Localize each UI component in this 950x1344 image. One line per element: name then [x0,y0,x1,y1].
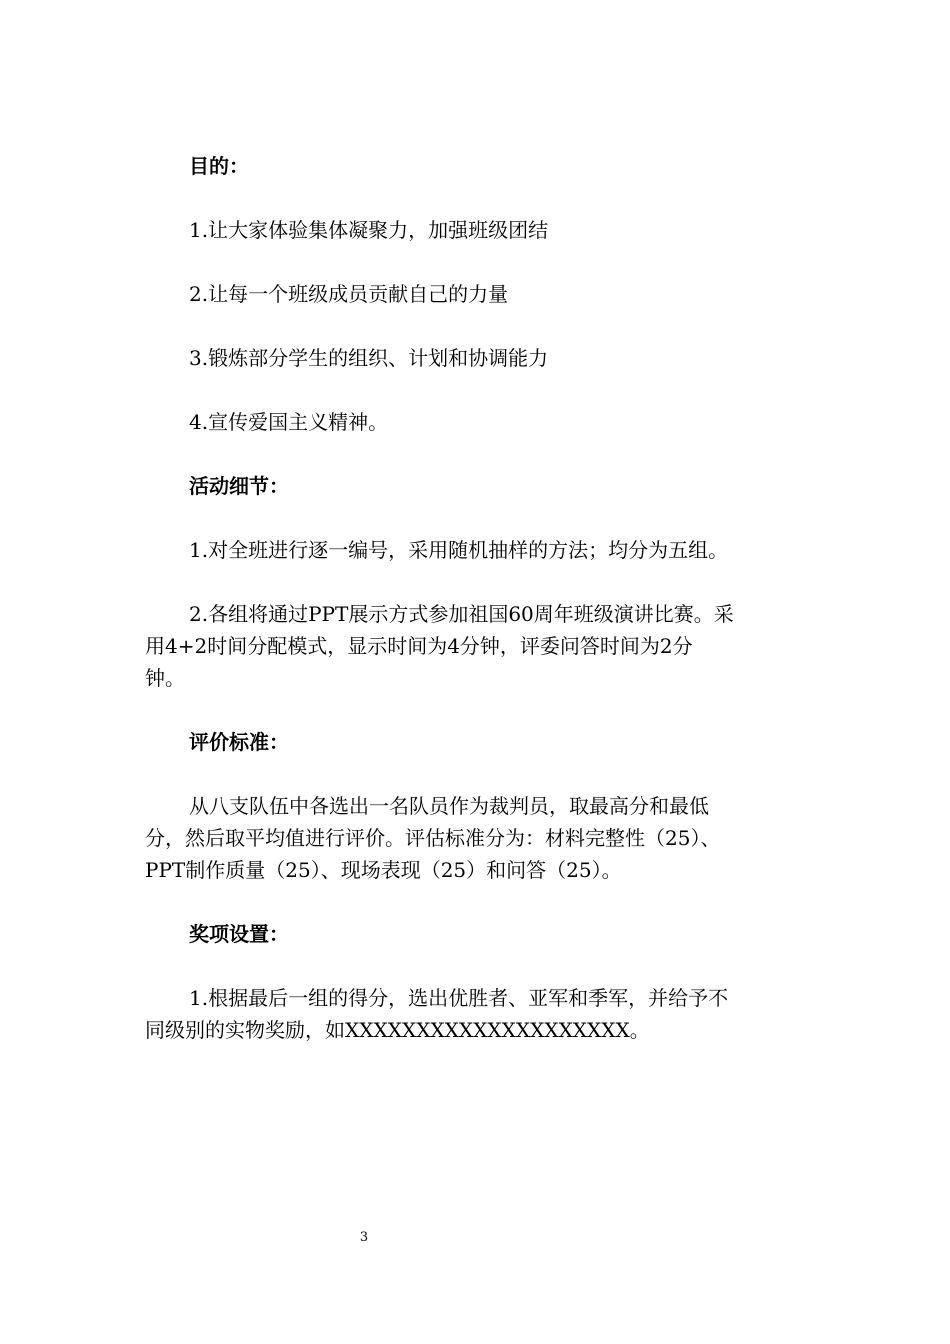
section-heading: 评价标准： [189,730,289,754]
paragraph-line: 用4+2时间分配模式，显示时间为4分钟，评委问答时间为2分 [145,634,693,658]
document-body [145,150,805,1078]
paragraph [145,982,805,1046]
paragraph-line: 同级别的实物奖励，如XXXXXXXXXXXXXXXXXXXX。 [145,1018,650,1042]
section-heading: 奖项设置： [189,922,289,946]
section-heading: 目的： [189,154,249,178]
section-activity-details [145,470,805,694]
section-heading: 活动细节： [189,474,289,498]
paragraph [145,534,805,566]
paragraph-line: 4.宣传爱国主义精神。 [189,410,389,434]
paragraph-line: 1.让大家体验集体凝聚力，加强班级团结 [189,218,549,242]
paragraph-line: 钟。 [145,666,185,690]
section-evaluation-criteria [145,726,805,886]
paragraph [145,214,805,246]
paragraph-line: 1.对全班进行逐一编号，采用随机抽样的方法；均分为五组。 [189,538,729,562]
paragraph-line: PPT制作质量（25）、现场表现（25）和问答（25）。 [145,858,622,882]
paragraph-line: 分，然后取平均值进行评价。评估标准分为：材料完整性（25）、 [145,826,721,850]
paragraph [145,278,805,310]
paragraph-line: 2.让每一个班级成员贡献自己的力量 [189,282,509,306]
paragraph-line: 1.根据最后一组的得分，选出优胜者、亚军和季军，并给予不 [189,986,729,1010]
paragraph [145,406,805,438]
page-number: 3 [359,1230,369,1245]
paragraph [145,790,805,886]
paragraph [145,342,805,374]
section-purpose [145,150,805,438]
paragraph-line: 3.锻炼部分学生的组织、计划和协调能力 [189,346,549,370]
paragraph-line: 2.各组将通过PPT展示方式参加祖国60周年班级演讲比赛。采 [189,602,734,626]
paragraph [145,598,805,694]
section-awards [145,918,805,1046]
paragraph-line: 从八支队伍中各选出一名队员作为裁判员，取最高分和最低 [189,794,709,818]
